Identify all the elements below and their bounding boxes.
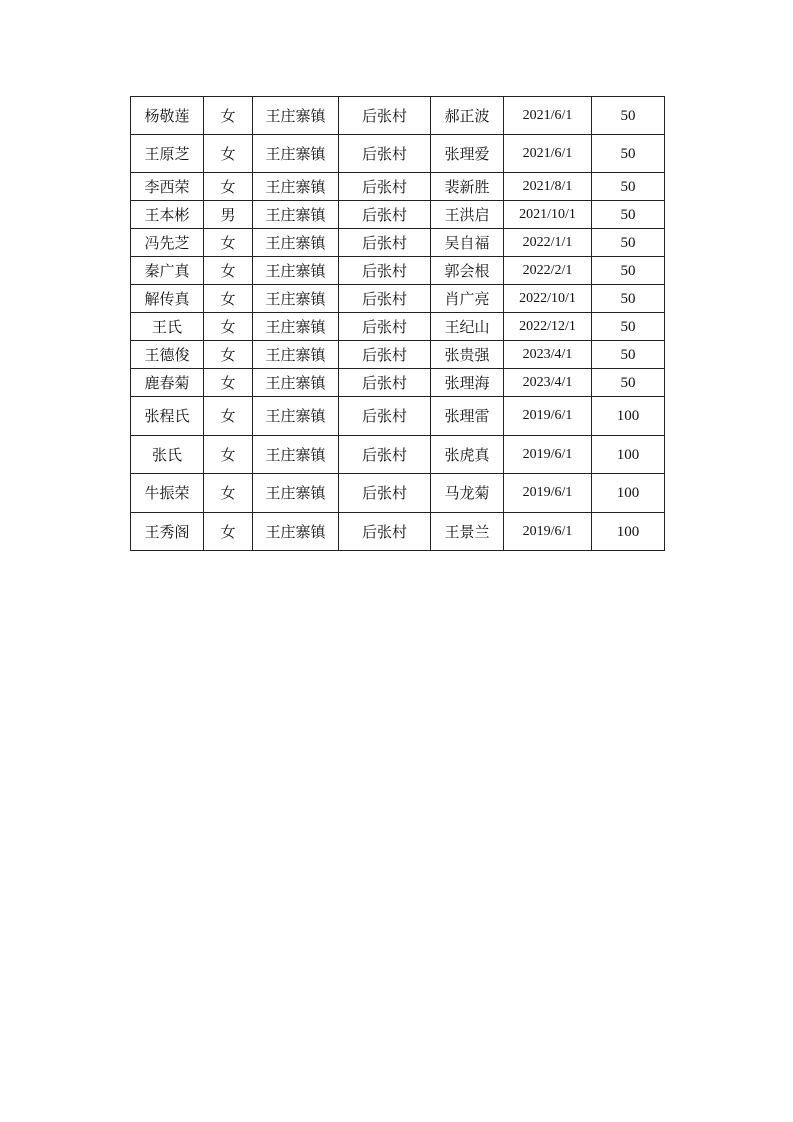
cell-payee: 张理海 (431, 369, 504, 397)
cell-town: 王庄寨镇 (253, 97, 339, 135)
table-row (131, 201, 665, 229)
cell-payee: 郝正波 (431, 97, 504, 135)
cell-payee: 马龙菊 (431, 474, 504, 513)
cell-payee: 张理爱 (431, 135, 504, 173)
cell-sex: 女 (204, 474, 253, 513)
cell-amount: 50 (592, 135, 665, 173)
cell-date: 2021/8/1 (504, 173, 592, 201)
table-row (131, 341, 665, 369)
table-row (131, 436, 665, 474)
cell-village: 后张村 (339, 229, 431, 257)
cell-amount: 50 (592, 285, 665, 313)
cell-town: 王庄寨镇 (253, 341, 339, 369)
cell-amount: 100 (592, 436, 665, 474)
cell-name: 李西荣 (131, 173, 204, 201)
cell-sex: 女 (204, 97, 253, 135)
table-row (131, 135, 665, 173)
cell-name: 冯先芝 (131, 229, 204, 257)
cell-town: 王庄寨镇 (253, 513, 339, 551)
cell-town: 王庄寨镇 (253, 229, 339, 257)
cell-date: 2021/6/1 (504, 135, 592, 173)
cell-town: 王庄寨镇 (253, 369, 339, 397)
table-row (131, 369, 665, 397)
cell-amount: 50 (592, 369, 665, 397)
cell-town: 王庄寨镇 (253, 313, 339, 341)
cell-name: 牛振荣 (131, 474, 204, 513)
cell-sex: 女 (204, 257, 253, 285)
cell-sex: 女 (204, 513, 253, 551)
cell-amount: 50 (592, 313, 665, 341)
table-row (131, 474, 665, 513)
cell-village: 后张村 (339, 313, 431, 341)
cell-payee: 肖广亮 (431, 285, 504, 313)
cell-name: 鹿春菊 (131, 369, 204, 397)
table-row (131, 513, 665, 551)
cell-village: 后张村 (339, 97, 431, 135)
cell-date: 2023/4/1 (504, 341, 592, 369)
cell-village: 后张村 (339, 369, 431, 397)
records-table (130, 96, 665, 551)
cell-payee: 张理雷 (431, 397, 504, 436)
cell-date: 2021/6/1 (504, 97, 592, 135)
cell-amount: 50 (592, 201, 665, 229)
cell-amount: 100 (592, 513, 665, 551)
table-row (131, 97, 665, 135)
cell-date: 2019/6/1 (504, 436, 592, 474)
cell-name: 王本彬 (131, 201, 204, 229)
cell-name: 秦广真 (131, 257, 204, 285)
cell-town: 王庄寨镇 (253, 436, 339, 474)
cell-name: 王秀阁 (131, 513, 204, 551)
cell-amount: 100 (592, 474, 665, 513)
cell-date: 2022/2/1 (504, 257, 592, 285)
table-row (131, 173, 665, 201)
cell-payee: 王洪启 (431, 201, 504, 229)
cell-payee: 郭会根 (431, 257, 504, 285)
cell-name: 杨敬莲 (131, 97, 204, 135)
cell-date: 2019/6/1 (504, 397, 592, 436)
cell-amount: 50 (592, 341, 665, 369)
cell-name: 王氏 (131, 313, 204, 341)
cell-sex: 女 (204, 173, 253, 201)
cell-date: 2019/6/1 (504, 513, 592, 551)
cell-sex: 女 (204, 135, 253, 173)
cell-name: 王德俊 (131, 341, 204, 369)
cell-town: 王庄寨镇 (253, 135, 339, 173)
cell-sex: 女 (204, 369, 253, 397)
cell-village: 后张村 (339, 436, 431, 474)
cell-town: 王庄寨镇 (253, 474, 339, 513)
cell-sex: 女 (204, 341, 253, 369)
cell-amount: 50 (592, 229, 665, 257)
cell-village: 后张村 (339, 474, 431, 513)
cell-village: 后张村 (339, 513, 431, 551)
cell-payee: 王纪山 (431, 313, 504, 341)
cell-date: 2023/4/1 (504, 369, 592, 397)
cell-village: 后张村 (339, 135, 431, 173)
cell-name: 张氏 (131, 436, 204, 474)
table-row (131, 313, 665, 341)
cell-sex: 女 (204, 229, 253, 257)
cell-village: 后张村 (339, 341, 431, 369)
cell-village: 后张村 (339, 397, 431, 436)
table-row (131, 397, 665, 436)
cell-amount: 50 (592, 257, 665, 285)
cell-village: 后张村 (339, 173, 431, 201)
cell-date: 2022/12/1 (504, 313, 592, 341)
cell-sex: 女 (204, 436, 253, 474)
cell-date: 2019/6/1 (504, 474, 592, 513)
cell-sex: 女 (204, 285, 253, 313)
cell-sex: 女 (204, 313, 253, 341)
cell-village: 后张村 (339, 201, 431, 229)
cell-town: 王庄寨镇 (253, 201, 339, 229)
cell-payee: 王景兰 (431, 513, 504, 551)
cell-village: 后张村 (339, 285, 431, 313)
cell-payee: 张虎真 (431, 436, 504, 474)
cell-amount: 50 (592, 173, 665, 201)
cell-name: 解传真 (131, 285, 204, 313)
cell-payee: 吴自福 (431, 229, 504, 257)
cell-town: 王庄寨镇 (253, 173, 339, 201)
cell-amount: 50 (592, 97, 665, 135)
cell-town: 王庄寨镇 (253, 257, 339, 285)
cell-date: 2022/10/1 (504, 285, 592, 313)
cell-amount: 100 (592, 397, 665, 436)
cell-name: 王原芝 (131, 135, 204, 173)
table-row (131, 285, 665, 313)
cell-name: 张程氏 (131, 397, 204, 436)
table-row (131, 229, 665, 257)
cell-payee: 裴新胜 (431, 173, 504, 201)
cell-town: 王庄寨镇 (253, 285, 339, 313)
cell-date: 2021/10/1 (504, 201, 592, 229)
cell-town: 王庄寨镇 (253, 397, 339, 436)
cell-village: 后张村 (339, 257, 431, 285)
table-row (131, 257, 665, 285)
cell-sex: 男 (204, 201, 253, 229)
cell-sex: 女 (204, 397, 253, 436)
cell-payee: 张贵强 (431, 341, 504, 369)
cell-date: 2022/1/1 (504, 229, 592, 257)
